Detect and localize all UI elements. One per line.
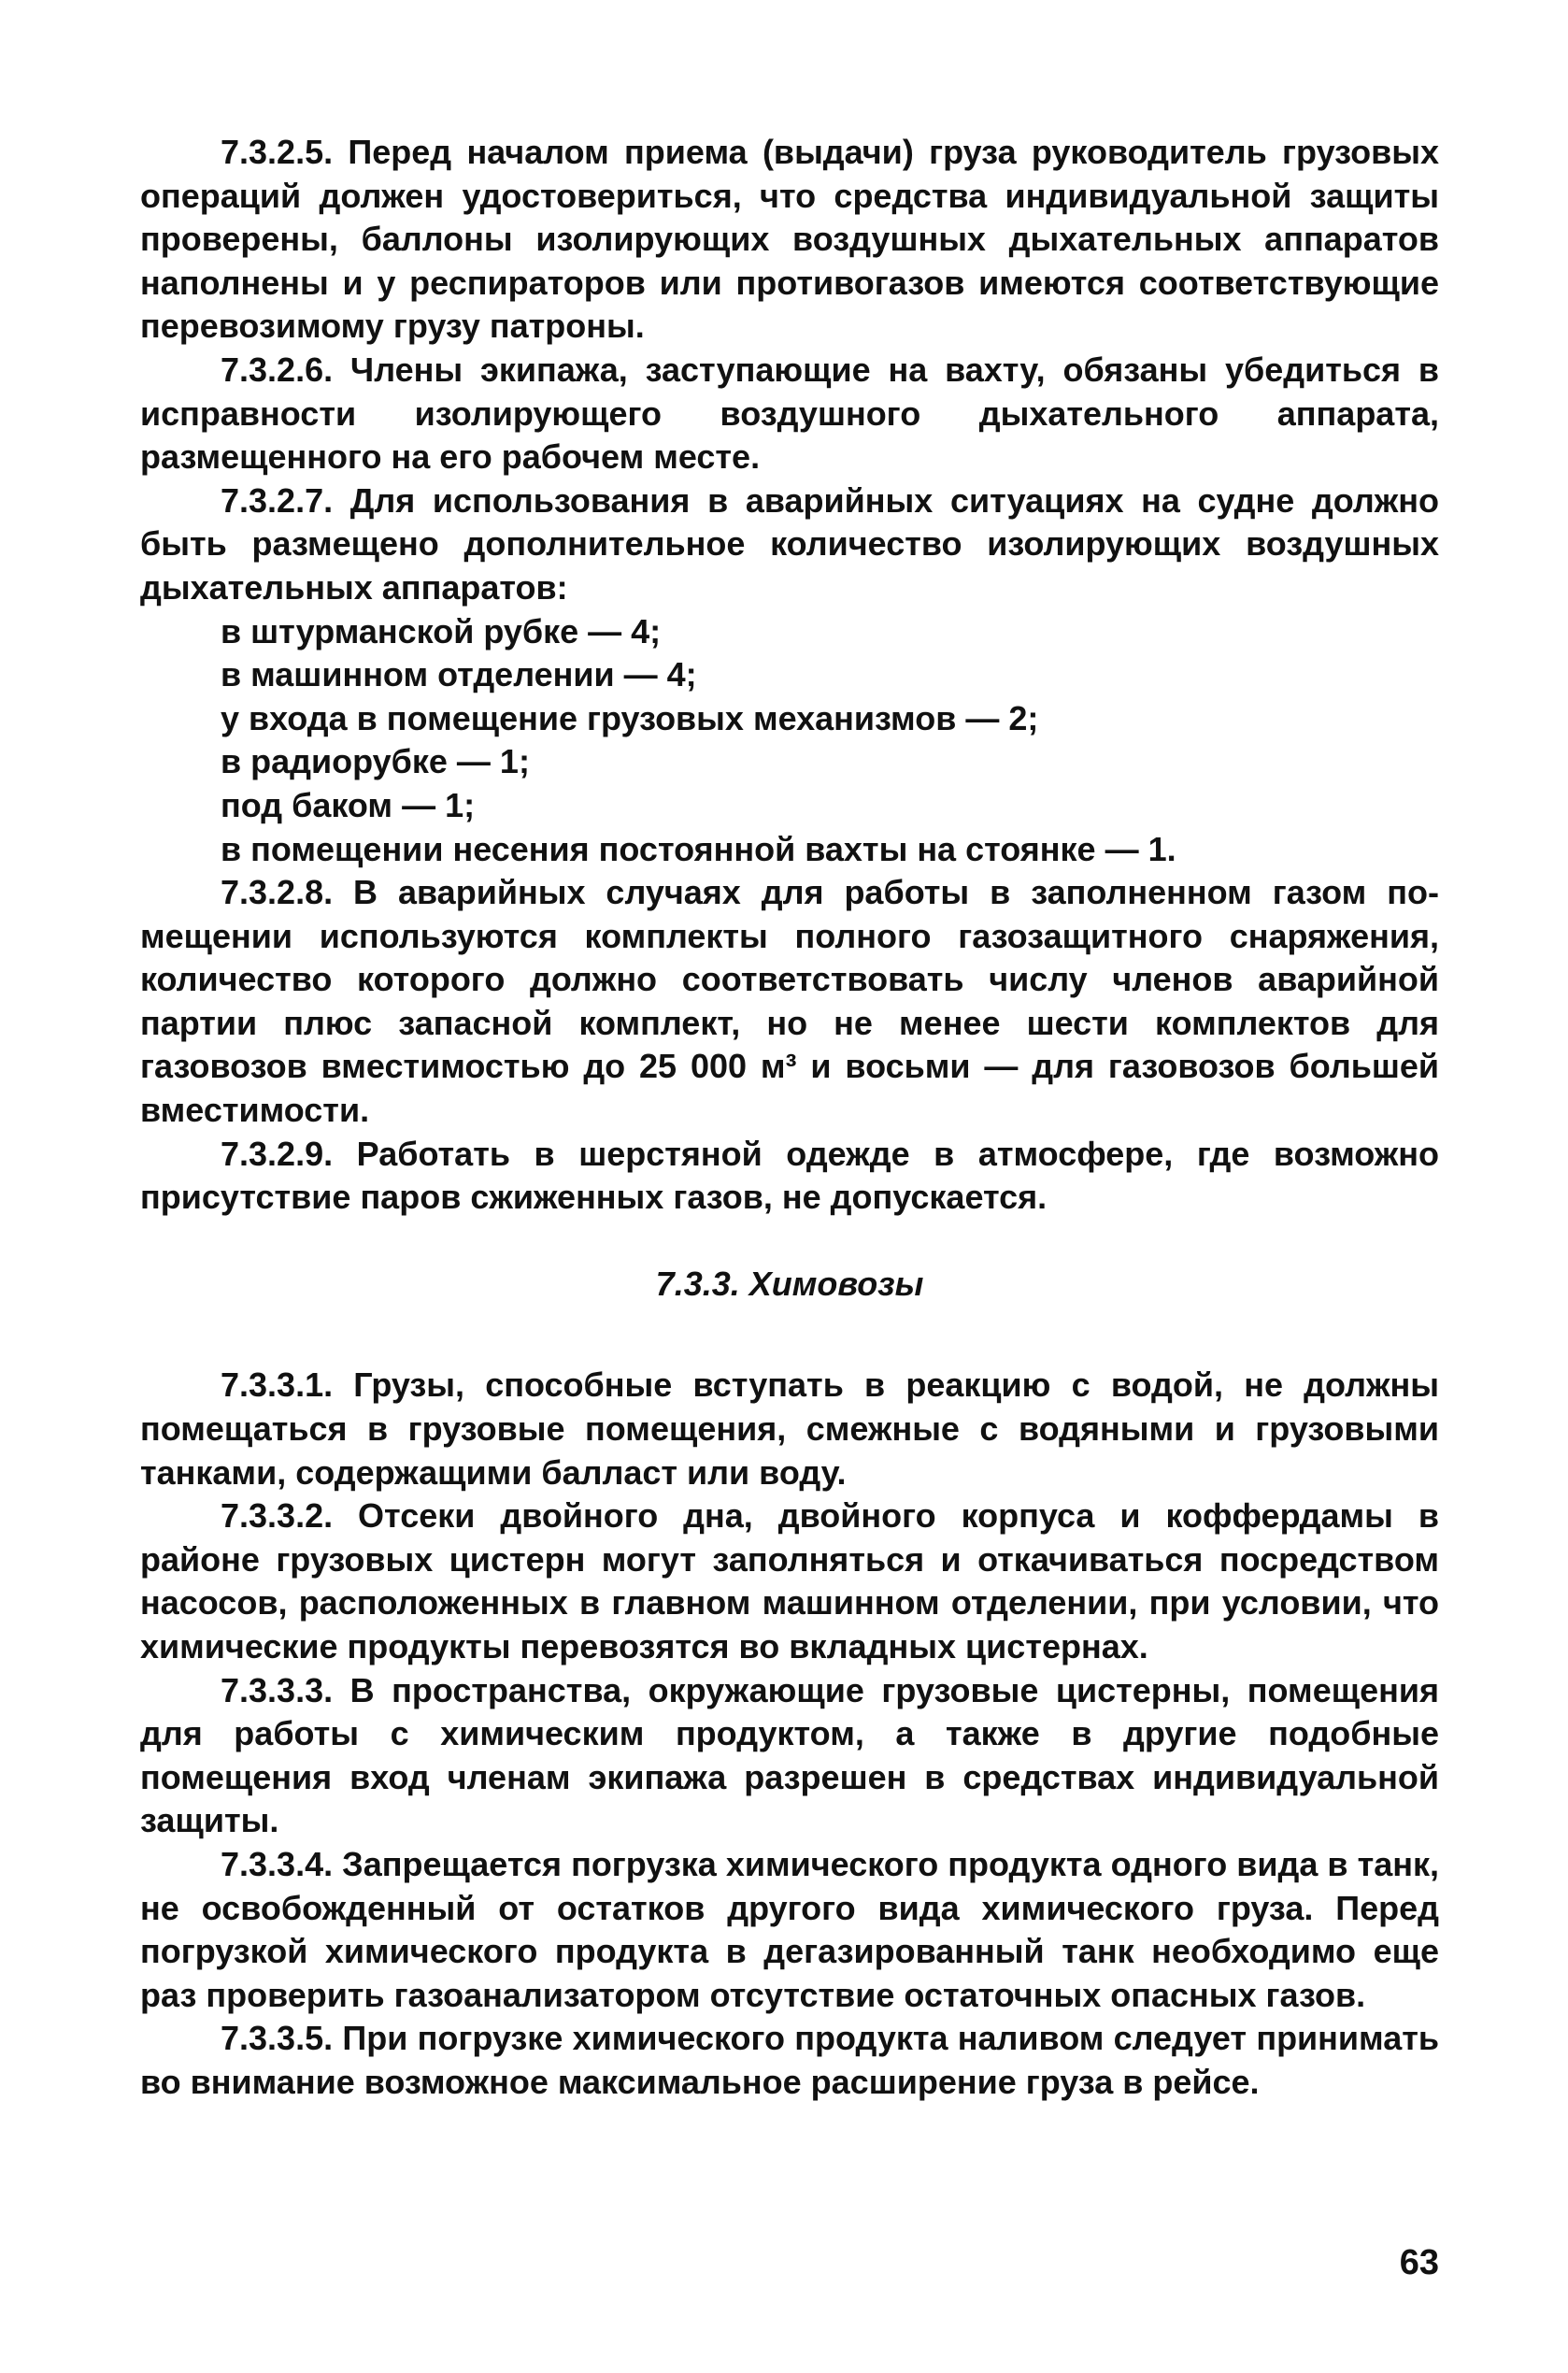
paragraph-7-3-2-6: 7.3.2.6. Члены экипажа, заступающие на вахту, обязаны убедиться в исправности изолирующего воздушного дыхательного аппарата, размещенного на его рабочем месте. bbox=[140, 350, 1439, 477]
paragraph-7-3-3-5: 7.3.3.5. При погрузке химического продукта наливом следует принимать во внимание возможное максимальное расширение груза в рейсе. bbox=[140, 2019, 1439, 2101]
paragraph-7-3-3-3: 7.3.3.3. В пространства, окружающие грузовые цистерны, помещения для работы с химическим продуктом, а также в другие подобные помещения вход членам экипажа разрешен в средствах индивидуальной защиты. bbox=[140, 1670, 1439, 1840]
list-item: у входа в помещение грузовых механизмов — 2; bbox=[221, 698, 1039, 737]
list-item: под баком — 1; bbox=[221, 785, 476, 824]
apparatus-list bbox=[140, 610, 1439, 872]
paragraph-7-3-3-4: 7.3.3.4. Запрещается погрузка химического продукта одного вида в танк, не освобожденный от остатков другого вида химического груза. Перед погрузкой химического продукта в дегазированный танк необходимо еще раз проверить газоанализатором отсутствие остаточных опасных газов. bbox=[140, 1844, 1439, 2014]
list-item: в штурманской рубке — 4; bbox=[221, 611, 662, 650]
list-item: в помещении несения постоянной вахты на стоянке — 1. bbox=[221, 829, 1176, 868]
paragraph-7-3-2-8: 7.3.2.8. В аварийных случаях для работы в заполненном газом помещении используются комплекты полного газозащитного снаряжения, количество которого должно соответствовать числу членов аварийной партии плюс запасной комплект, но не менее шести комплектов для газовозов вместимостью до 25 000 м³ и восьми — для газовозов большей вместимости. bbox=[140, 873, 1439, 1130]
paragraph-7-3-2-5: 7.3.2.5. Перед началом приема (выдачи) груза руководитель грузовых операций должен удостовериться, что средства индивидуальной защиты проверены, баллоны изолирующих воздушных дыхательных аппаратов наполнены и у респираторов или противогазов имеются соответствующие перевозимому грузу патроны. bbox=[140, 133, 1439, 346]
page-number: 63 bbox=[1399, 2243, 1439, 2282]
section-heading: 7.3.3. Химовозы bbox=[655, 1264, 924, 1303]
document-page bbox=[140, 131, 1439, 2105]
paragraph-7-3-3-1: 7.3.3.1. Грузы, способные вступать в реакцию с водой, не должны помещаться в грузовые помещения, смежные с водяными и грузовыми танками, содержащими балласт или воду. bbox=[140, 1365, 1439, 1492]
paragraph-7-3-3-2: 7.3.3.2. Отсеки двойного дна, двойного корпуса и коффердамы в районе грузовых цистерн могут заполняться и откачиваться посредством насосов, расположенных в главном машинном отделении, при условии, что химические продукты перевозятся во вкладных цистернах. bbox=[140, 1496, 1439, 1665]
paragraph-7-3-2-9: 7.3.2.9. Работать в шерстяной одежде в атмосфере, где возможно присутствие паров сжиженных газов, не допускается. bbox=[140, 1134, 1439, 1217]
paragraph-7-3-2-7: 7.3.2.7. Для использования в аварийных ситуациях на судне должно быть размещено дополнительное количество изолирующих воздушных дыхательных аппаратов: bbox=[140, 480, 1439, 607]
list-item: в машинном отделении — 4; bbox=[221, 655, 697, 694]
list-item: в радиорубке — 1; bbox=[221, 742, 530, 781]
